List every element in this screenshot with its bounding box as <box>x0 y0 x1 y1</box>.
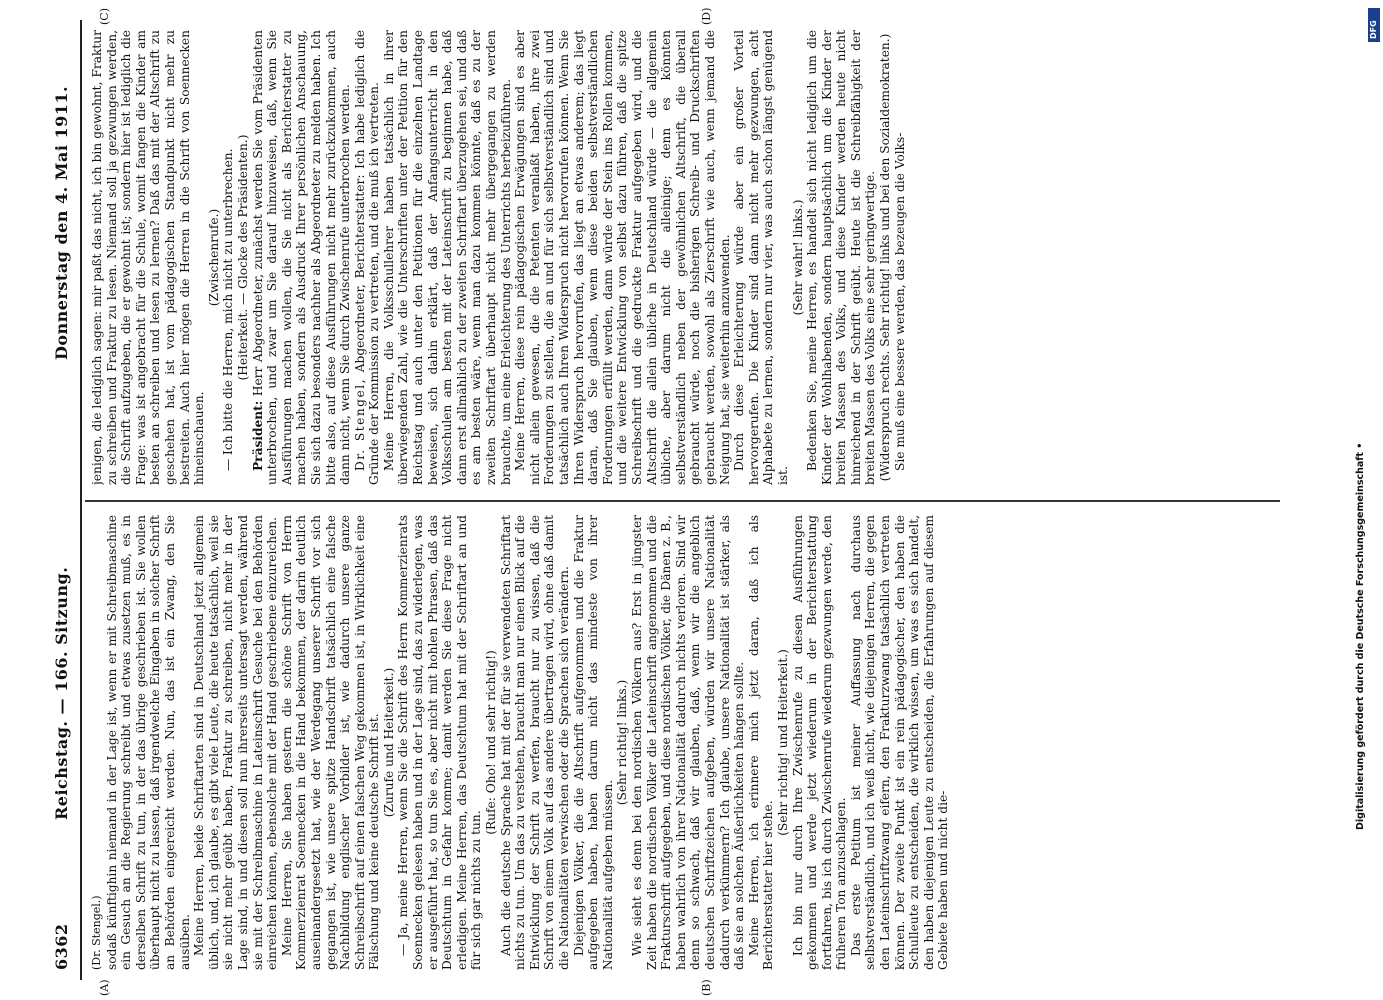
paragraph: Meine Herren, beide Schriftarten sind in Deutschland jetzt allgemein üblich, und, ich glaube, es gibt viele Leute, die heute tatsächlich, weil sie sie nicht mehr geübt haben, Fraktur zu schreiben, nicht mehr in der Lage sind, in und diesen soll nun ihrerseits untersagt werden, während sie mit der Schreibmaschine in Lateinschrift Gesuche bei den Behörden einreichen können, ebensolche mit der Hand geschriebene einzureichen. <box>192 515 280 970</box>
paragraph: Meine Herren, ich erinnere mich jetzt daran, daß ich als Berichterstatter hier stehe. <box>746 515 776 970</box>
paragraph: Meine Herren, diese rein pädagogischen Erwägungen sind es aber nicht allein gewesen, die die Petenten veranlaßt haben, ihre zwei Forderungen zu stellen, die an und für sich selbstverständlich sind und tatsächlich auch Ihren Widerspruch nicht hervorrufen können. Wenn Sie Ihren Widerspruch hervorrufen, das liegt an etwas anderem; das liegt daran, daß Sie glauben, wenn diese beiden selbstverständlichen Forderungen erfüllt werden, dann würde der Stein ins Rollen kommen, und die weitere Entwicklung von selbst dazu führen, daß die spitze Schreibschrift und die gedruckte Fraktur aufgegeben wird, und die Altschrift die allein übliche in Deutschland würde — die allgemein übliche, aber darum nicht die alleinige; denn es könnten selbstverständlich neben der gewöhnlichen Altschrift, die überall gebraucht würde, noch die bisherigen Schreib- und Druckschriften gebraucht werden, sowohl als Zierschrift wie auch, wenn jemand die Neigung hat, sie weiterhin anzuwenden. <box>513 30 732 485</box>
paragraph: Sie muß eine bessere werden, das bezeugen die Volks- <box>892 132 907 471</box>
paragraph: Bedenken Sie, meine Herren, es handelt sich nicht lediglich um die Kinder der Wohlhabenden, sondern hauptsächlich um die Kinder der breiten Massen des Volks, und diese Kinder werden heute nicht hinreichend in der Schrift geübt. Heute ist die Schreibfähigkeit der breiten Massen des Volks eine sehr geringwertige. <box>805 30 878 485</box>
stengel-statement <box>353 30 382 485</box>
paragraph: Auch die deutsche Sprache hat mit der für sie verwendeten Schriftart nichts zu tun. Um das zu verstehen, braucht man nur einen Blick auf die Entwicklung der Schrift zu werfen, braucht nur zu wissen, daß die Schrift von einem Volk auf das andere übertragen wird, ohne daß damit die Nationalitäten verwischen oder die Sprachen sich verändern. <box>498 515 571 970</box>
interjection: (Sehr wahr! links.) <box>790 199 805 316</box>
margin-marker-a: (A) <box>98 979 111 996</box>
paragraph: Durch diese Erleichterung würde aber ein großer Vorteil hervorgerufen. Die Kinder sind dann nicht mehr gezwungen, acht Alphabete zu lernen, sondern nur vier, was auch schon längst genügend ist. <box>732 30 790 485</box>
paragraph: Diejenigen Völker, die die Altschrift aufgenommen und die Fraktur aufgegeben haben, haben darum nicht das mindeste von ihrer Nationalität aufgeben müssen. <box>571 515 615 970</box>
paragraph: — Ich bitte die Herren, mich nicht zu unterbrechen. <box>221 148 236 471</box>
speaker-label: Präsident: <box>250 400 265 471</box>
speaker-reference: (Dr. Stengel.) <box>90 895 103 970</box>
paragraph: sodaß künftighin niemand in der Lage ist, wenn er mit Schreibmaschine ein Gesuch an die Regierung schreibt und etwas zusetzen muß, es in derselben Schrift zu tun, in der das übrige geschrieben ist. Sie wollen überhaupt nicht zu lassen, daß irgendwelche Eingaben in solcher Schrift an Behörden eingereicht werden. Nun, das ist ein Zwang, den Sie ausüben. <box>104 515 192 970</box>
paragraph: Ich bin nur durch Ihre Zwischenrufe zu diesen Ausführungen gekommen und werde jetzt wiederum in der Berichterstattung fortfahren, bis ich durch Zwischenrufe wiederum gezwungen werde, den früheren Ton anzuschlagen. <box>790 515 849 970</box>
interjection: (Widerspruch rechts. Sehr richtig! links und bei den Sozialdemokraten.) <box>878 33 893 482</box>
left-column <box>90 515 1300 970</box>
paragraph: — Ja, meine Herren, wenn Sie die Schrift des Herrn Kommerzienrats Soennecken gelesen haben und in der Lage sind, das zu widerlegen, was er ausgeführt hat, so tun Sie es, aber nicht mit hohlen Phrasen, daß das Deutschtum in Gefahr komme; damit werden Sie diese Frage nicht erledigen. Meine Herren, das Deutschtum hat mit der Schriftart an und für sich gar nichts zu tun. <box>396 515 484 970</box>
statement-text: Herr Abgeordneter, zunächst werden Sie vom Präsidenten unterbrochen, und zwar um Sie darauf hinzuweisen, daß, wenn Sie Ausführungen machen wollen, die Sie nicht als Berichterstatter zu machen haben, sondern als Ausdruck Ihrer persönlichen Anschauung, Sie sich dazu besonders nachher als Abgeordneter zu melden haben. Ich bitte also, auf diese Ausführungen nicht mehr zurückzukommen, auch dann nicht, wenn Sie durch Zwischenrufe unterbrochen werden. <box>250 30 353 485</box>
interjection: (Zurufe und Heiterkeit.) <box>381 667 396 818</box>
interjection: (Rufe: Oho! und sehr richtig!) <box>484 650 499 835</box>
paragraph: Das erste Petitum ist meiner Auffassung nach durchaus selbstverständlich, und ich weiß nicht, wie diejenigen Herren, die gegen den Lateinschriftzwang eifern, den Frakturzwang tatsächlich vertreten können. Der zweite Punkt ist ein rein pädagogischer, den haben die Schulleute zu entscheiden, die wirklich wissen, um was es sich handelt, den haben diejenigen Leute zu entscheiden, die Erfahrungen auf diesem Gebiete haben und nicht die- <box>848 515 951 970</box>
speaker-label: Dr. Stengel, <box>352 378 367 471</box>
margin-marker-b: (B) <box>700 979 713 996</box>
paragraph: Meine Herren, Sie haben gestern die schöne Schrift von Herrn Kommerzienrat Soennecken in die Hand bekommen, der darin deutlich auseinandergesetzt hat, wie der Werdegang unserer Schrift vor sich gegangen ist, wie unsere spitze Handschrift tatsächlich eine falsche Nachbildung englischer Vorbilder ist, wie dadurch unsere ganze Schreibschrift auf einen falschen Weg gekommen ist, in Wirklichkeit eine Fälschung und keine deutsche Schrift ist. <box>279 515 382 970</box>
header-rule <box>80 20 82 980</box>
paragraph: jenigen, die lediglich sagen: mir paßt das nicht, ich bin gewohnt, Fraktur zu schreiben und Fraktur zu lesen. Niemand soll ja gezwungen werden, die Schrift aufzugeben, die er gewohnt ist; sondern hier ist lediglich die Frage: was ist angebracht für die Schule, womit fangen die Kinder am besten an schreiben und lesen zu lernen? Daß das mit der Altschrift zu geschehen hat, ist vom pädagogischen Standpunkt nicht mehr zu bestreiten. Auch hier mögen die Herren in die Schrift von Soennecken hineinschauen. <box>90 30 207 485</box>
page-header <box>52 30 74 970</box>
president-statement <box>251 30 353 485</box>
paragraph: Meine Herren, die Volksschullehrer haben tatsächlich in ihrer überwiegenden Zahl, wie die Unterschriften unter der Petition für den Reichstag und auch unter den Petitionen für die einzelnen Landtage beweisen, sich dahin erklärt, daß der Anfangsunterricht in den Volksschulen am besten mit der Lateinschrift zu beginnen habe, daß dann erst allmählich zu der zweiten Schriftart überzugehen sei, und daß es am besten wäre, wenn man dazu kommen könnte, daß es zu der zweiten Schriftart überhaupt nicht mehr übergegangen zu werden brauchte, um eine Erleichterung des Unterrichts herbeizuführen. <box>381 30 513 485</box>
dfg-logo-text: DFG <box>1369 20 1378 39</box>
credit-text: Digitalisierung gefördert durch die Deutsche Forschungsgemeinschaft • <box>1355 442 1366 830</box>
paragraph: Wie sieht es denn bei den nordischen Völkern aus? Erst in jüngster Zeit haben die nordischen Völker die Lateinschrift angenommen und die Frakturschrift aufgegeben, und diese nordischen Völker, die Dänen z. B., haben wahrlich von ihrer Nationalität dadurch nichts verloren. Sind wir denn so schwach, daß wir glauben, daß, wenn wir die angeblich deutschen Schriftzeichen aufgeben, würden wir unsere Nationalität dadurch verkümmern? Ich glaube, unsere Nationalität ist stärker, als daß sie an solchen Äußerlichkeiten hängen sollte. <box>629 515 747 970</box>
page-number: 6362 <box>52 923 71 970</box>
interjection: (Sehr richtig! und Heiterkeit.) <box>775 649 790 836</box>
column-divider <box>85 500 1280 502</box>
statement-text: Abgeordneter, Berichterstatter: Ich habe lediglich die Gründe der Kommission zu vertreten, und die muß ich vertreten. <box>352 30 382 485</box>
margin-marker-c: (C) <box>98 8 111 25</box>
session-date: Donnerstag den 4. Mai 1911. <box>52 85 71 360</box>
page-title: Reichstag. — 166. Sitzung. <box>52 566 71 820</box>
right-column <box>90 30 1300 485</box>
document-page <box>10 0 1340 1000</box>
interjection: (Zwischenrufe.) <box>206 208 221 307</box>
interjection: (Sehr richtig! links.) <box>615 679 630 806</box>
interjection: (Heiterkeit. — Glocke des Präsidenten.) <box>235 134 250 381</box>
dfg-logo <box>1368 8 1380 42</box>
margin-marker-d: (D) <box>700 7 713 25</box>
